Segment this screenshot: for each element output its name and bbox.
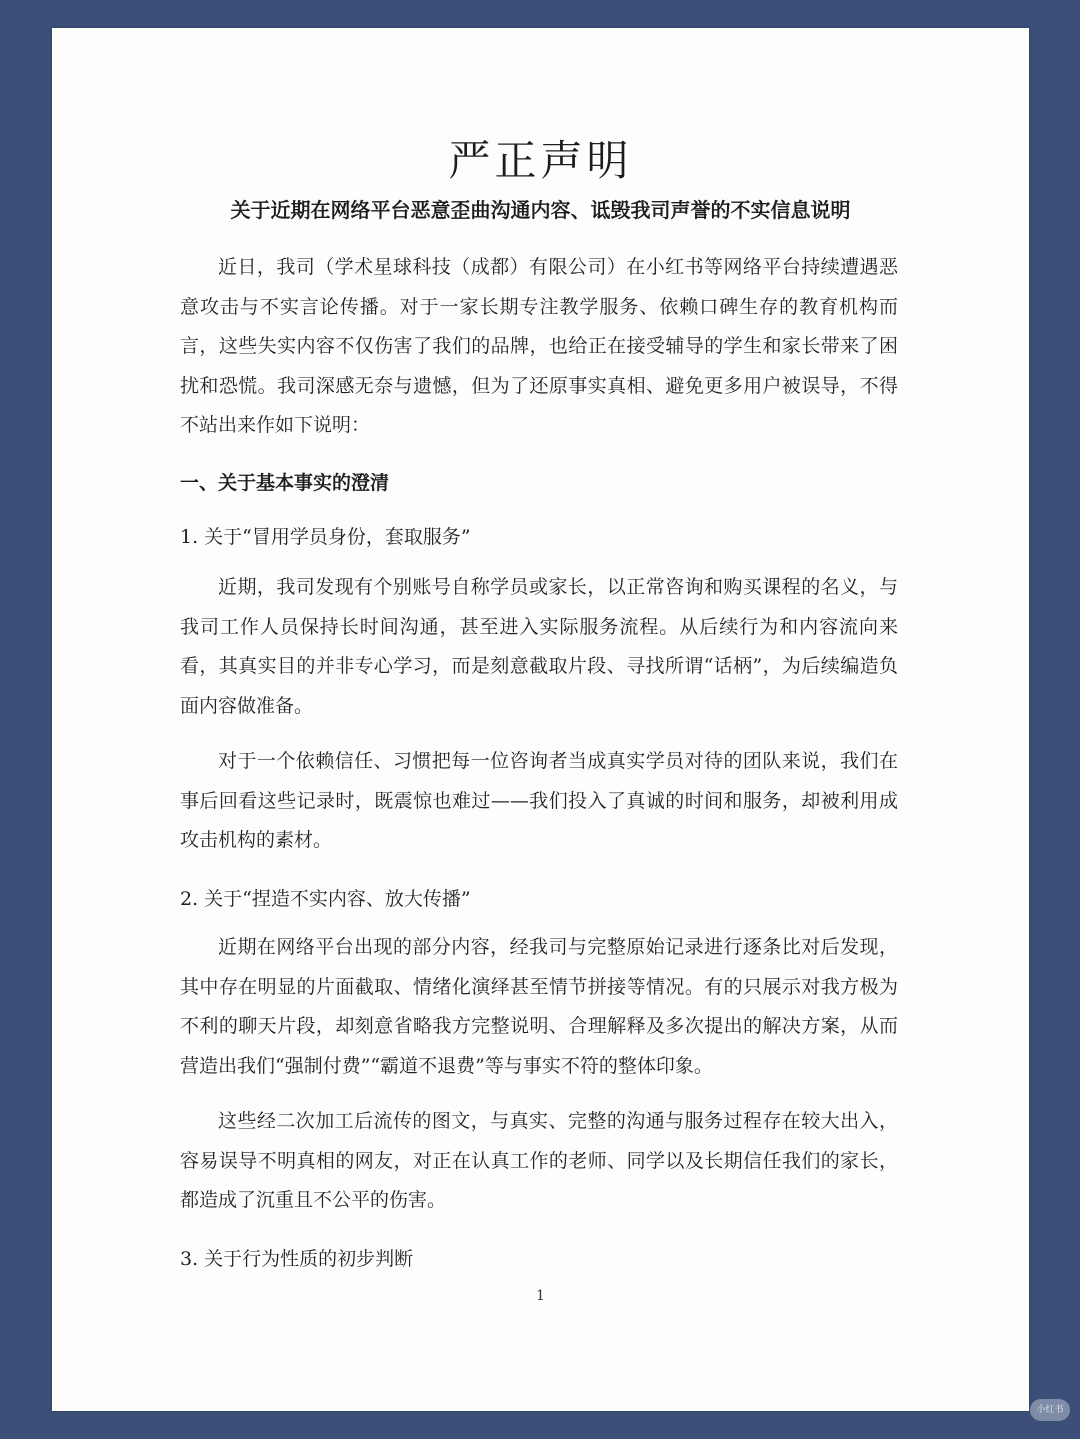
item-heading-2: 2. 关于“捏造不实内容、放大传播” (180, 888, 471, 910)
document-page (52, 28, 1029, 1411)
item-heading-1: 1. 关于“冒用学员身份，套取服务” (180, 526, 471, 548)
section-heading-clarification: 一、关于基本事实的澄清 (180, 472, 390, 494)
page-number: 1 (536, 1288, 545, 1304)
intro-paragraph: 近日，我司（学术星球科技（成都）有限公司）在小红书等网络平台持续遭遇恶意攻击与不实言论传播。对于一家长期专注教学服务、依赖口碑生存的教育机构而言，这些失实内容不仅伤害了我们的品牌，也给正在接受辅导的学生和家长带来了困扰和恐慌。我司深感无奈与遗憾，但为了还原事实真相、避免更多用户被误导，不得不站出来作如下说明： (180, 256, 898, 436)
item-heading-3: 3. 关于行为性质的初步判断 (180, 1248, 414, 1270)
document-subtitle: 关于近期在网络平台恶意歪曲沟通内容、诋毁我司声誉的不实信息说明 (230, 198, 851, 222)
item2-paragraph-2: 这些经二次加工后流传的图文，与真实、完整的沟通与服务过程存在较大出入，容易误导不明真相的网友，对正在认真工作的老师、同学以及长期信任我们的家长，都造成了沉重且不公平的伤害。 (180, 1110, 898, 1211)
watermark-logo: 小红书 (1030, 1399, 1070, 1421)
item2-paragraph-1: 近期在网络平台出现的部分内容，经我司与完整原始记录进行逐条比对后发现，其中存在明显的片面截取、情绪化演绎甚至情节拼接等情况。有的只展示对我方极为不利的聊天片段，却刻意省略我方完整说明、合理解释及多次提出的解决方案，从而营造出我们“强制付费”“霸道不退费”等与事实不符的整体印象。 (180, 936, 898, 1077)
item1-paragraph-2: 对于一个依赖信任、习惯把每一位咨询者当成真实学员对待的团队来说，我们在事后回看这些记录时，既震惊也难过——我们投入了真诚的时间和服务，却被利用成攻击机构的素材。 (180, 750, 898, 851)
document-title: 严正声明 (448, 136, 633, 185)
item1-paragraph-1: 近期，我司发现有个别账号自称学员或家长，以正常咨询和购买课程的名义，与我司工作人员保持长时间沟通，甚至进入实际服务流程。从后续行为和内容流向来看，其真实目的并非专心学习，而是刻意截取片段、寻找所谓“话柄”，为后续编造负面内容做准备。 (180, 576, 898, 717)
